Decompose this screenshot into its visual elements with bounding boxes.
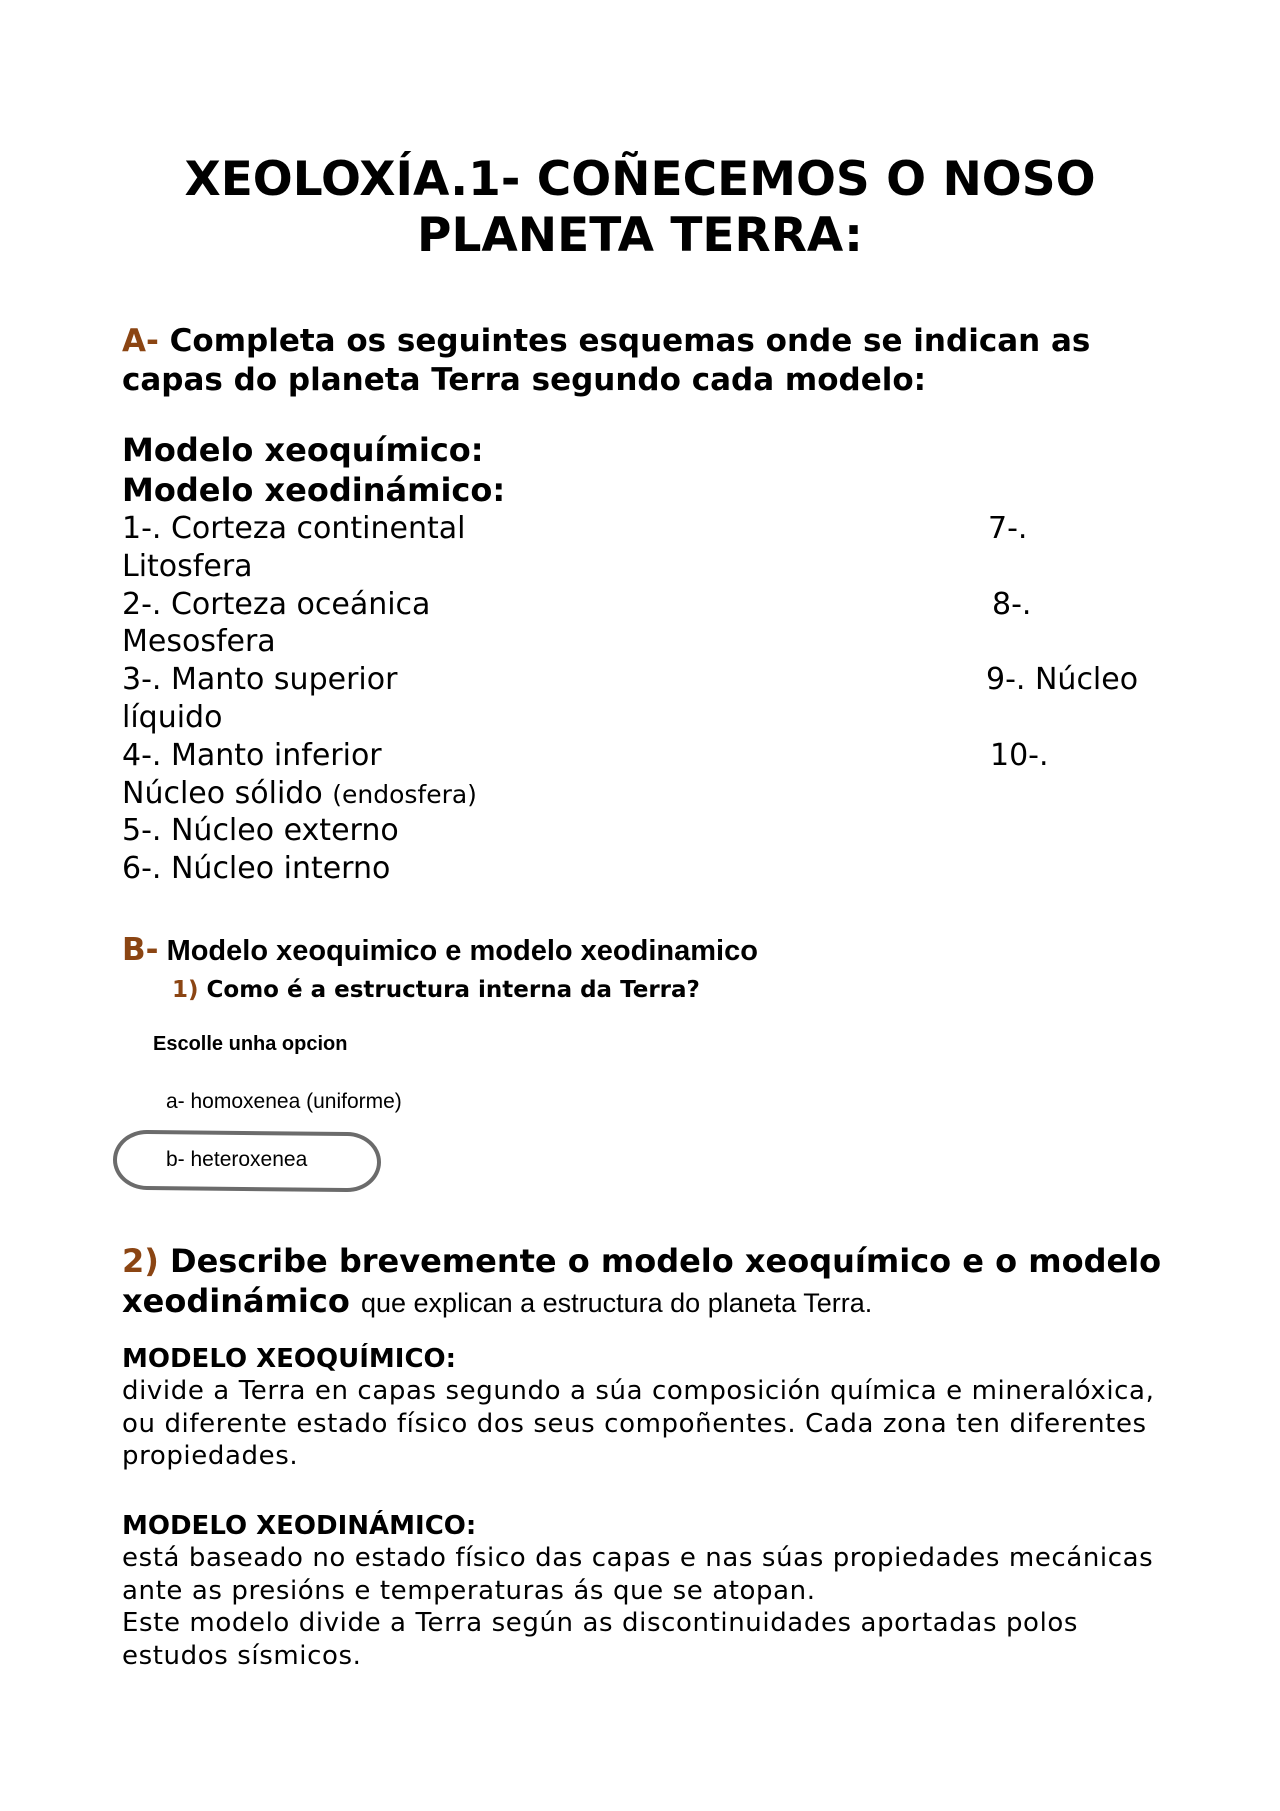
models-block xyxy=(122,430,1182,888)
question-2-number: 2) xyxy=(122,1242,159,1280)
layer-row-3 xyxy=(122,661,1182,737)
layer-row-5 xyxy=(122,812,1182,850)
layer-item-10: 10-. xyxy=(990,737,1049,773)
section-b-heading xyxy=(122,932,758,969)
choose-option-label: Escolle unha opcion xyxy=(153,1033,348,1055)
layer-row-4 xyxy=(122,737,1182,813)
question-2-bold-text: Describe brevemente o modelo xeoquímico e o modelo xeodinámico xyxy=(122,1242,1162,1320)
question-2 xyxy=(122,1241,1182,1323)
section-a-instruction xyxy=(122,322,1172,400)
layer-item-7: 7-. xyxy=(988,511,1028,546)
layer-item-4: 4-. Manto inferior xyxy=(122,737,382,773)
page-title xyxy=(0,152,1280,264)
title-line-1: XEOLOXÍA.1- COÑECEMOS O NOSO xyxy=(184,152,1096,207)
layer-row-6 xyxy=(122,850,1182,888)
title-line-2: PLANETA TERRA: xyxy=(417,208,863,263)
layer-item-7-name: Litosfera xyxy=(122,548,253,584)
dynamic-model-answer-heading: MODELO XEODINÁMICO: xyxy=(122,1511,477,1541)
question-1-text: Como é a estructura interna da Terra? xyxy=(206,977,700,1003)
layer-item-3: 3-. Manto superior xyxy=(122,662,398,698)
section-b-text: Modelo xeoquimico e modelo xeodinamico xyxy=(166,935,758,967)
section-b-letter: B- xyxy=(122,932,159,968)
question-1-number: 1) xyxy=(172,977,199,1003)
layer-item-9-name: líquido xyxy=(122,699,223,735)
layers-list xyxy=(122,510,1182,888)
layer-item-10-note: (endosfera) xyxy=(332,779,477,809)
option-a[interactable]: a- homoxenea (uniforme) xyxy=(166,1090,402,1113)
layer-item-10-label: Núcleo sólido xyxy=(122,775,323,811)
question-2-tail-text: que explican a estructura do planeta Terra. xyxy=(360,1288,873,1318)
layer-item-6: 6-. Núcleo interno xyxy=(122,851,391,887)
layer-item-8: 8-. xyxy=(992,586,1032,622)
layer-item-10-name xyxy=(122,775,477,814)
dynamic-model-heading: Modelo xeodinámico: xyxy=(122,471,506,509)
option-b[interactable]: b- heteroxenea xyxy=(166,1148,308,1171)
question-1 xyxy=(172,975,700,1005)
section-a-text: Completa os seguintes esquemas onde se indican as capas do planeta Terra segundo cada modelo: xyxy=(122,323,1091,398)
layer-item-5: 5-. Núcleo externo xyxy=(122,813,399,849)
dynamic-model-answer-body-2: Este modelo divide a Terra según as discontinuidades aportadas polos estudos sísmicos. xyxy=(122,1608,1079,1671)
layer-item-2: 2-. Corteza oceánica xyxy=(122,586,431,622)
layer-item-9: 9-. Núcleo xyxy=(986,662,1139,698)
layer-item-8-name: Mesosfera xyxy=(122,624,276,660)
dynamic-model-answer xyxy=(122,1510,1182,1672)
section-a-letter: A- xyxy=(122,323,159,359)
chemical-model-answer-body: divide a Terra en capas segundo a súa composición química e mineralóxica, ou diferente estado físico dos seus compoñentes. Cada zona ten diferentes propiedades. xyxy=(122,1376,1155,1471)
layer-row-1 xyxy=(122,510,1182,586)
dynamic-model-answer-body-1: está baseado no estado físico das capas e nas súas propiedades mecánicas ante as presións e temperaturas ás que se atopan. xyxy=(122,1543,1154,1606)
layer-item-1: 1-. Corteza continental xyxy=(122,511,466,546)
chemical-model-answer-heading: MODELO XEOQUÍMICO: xyxy=(122,1344,457,1374)
chemical-model-heading: Modelo xeoquímico: xyxy=(122,431,484,469)
layer-row-2 xyxy=(122,586,1182,662)
chemical-model-answer xyxy=(122,1343,1182,1473)
